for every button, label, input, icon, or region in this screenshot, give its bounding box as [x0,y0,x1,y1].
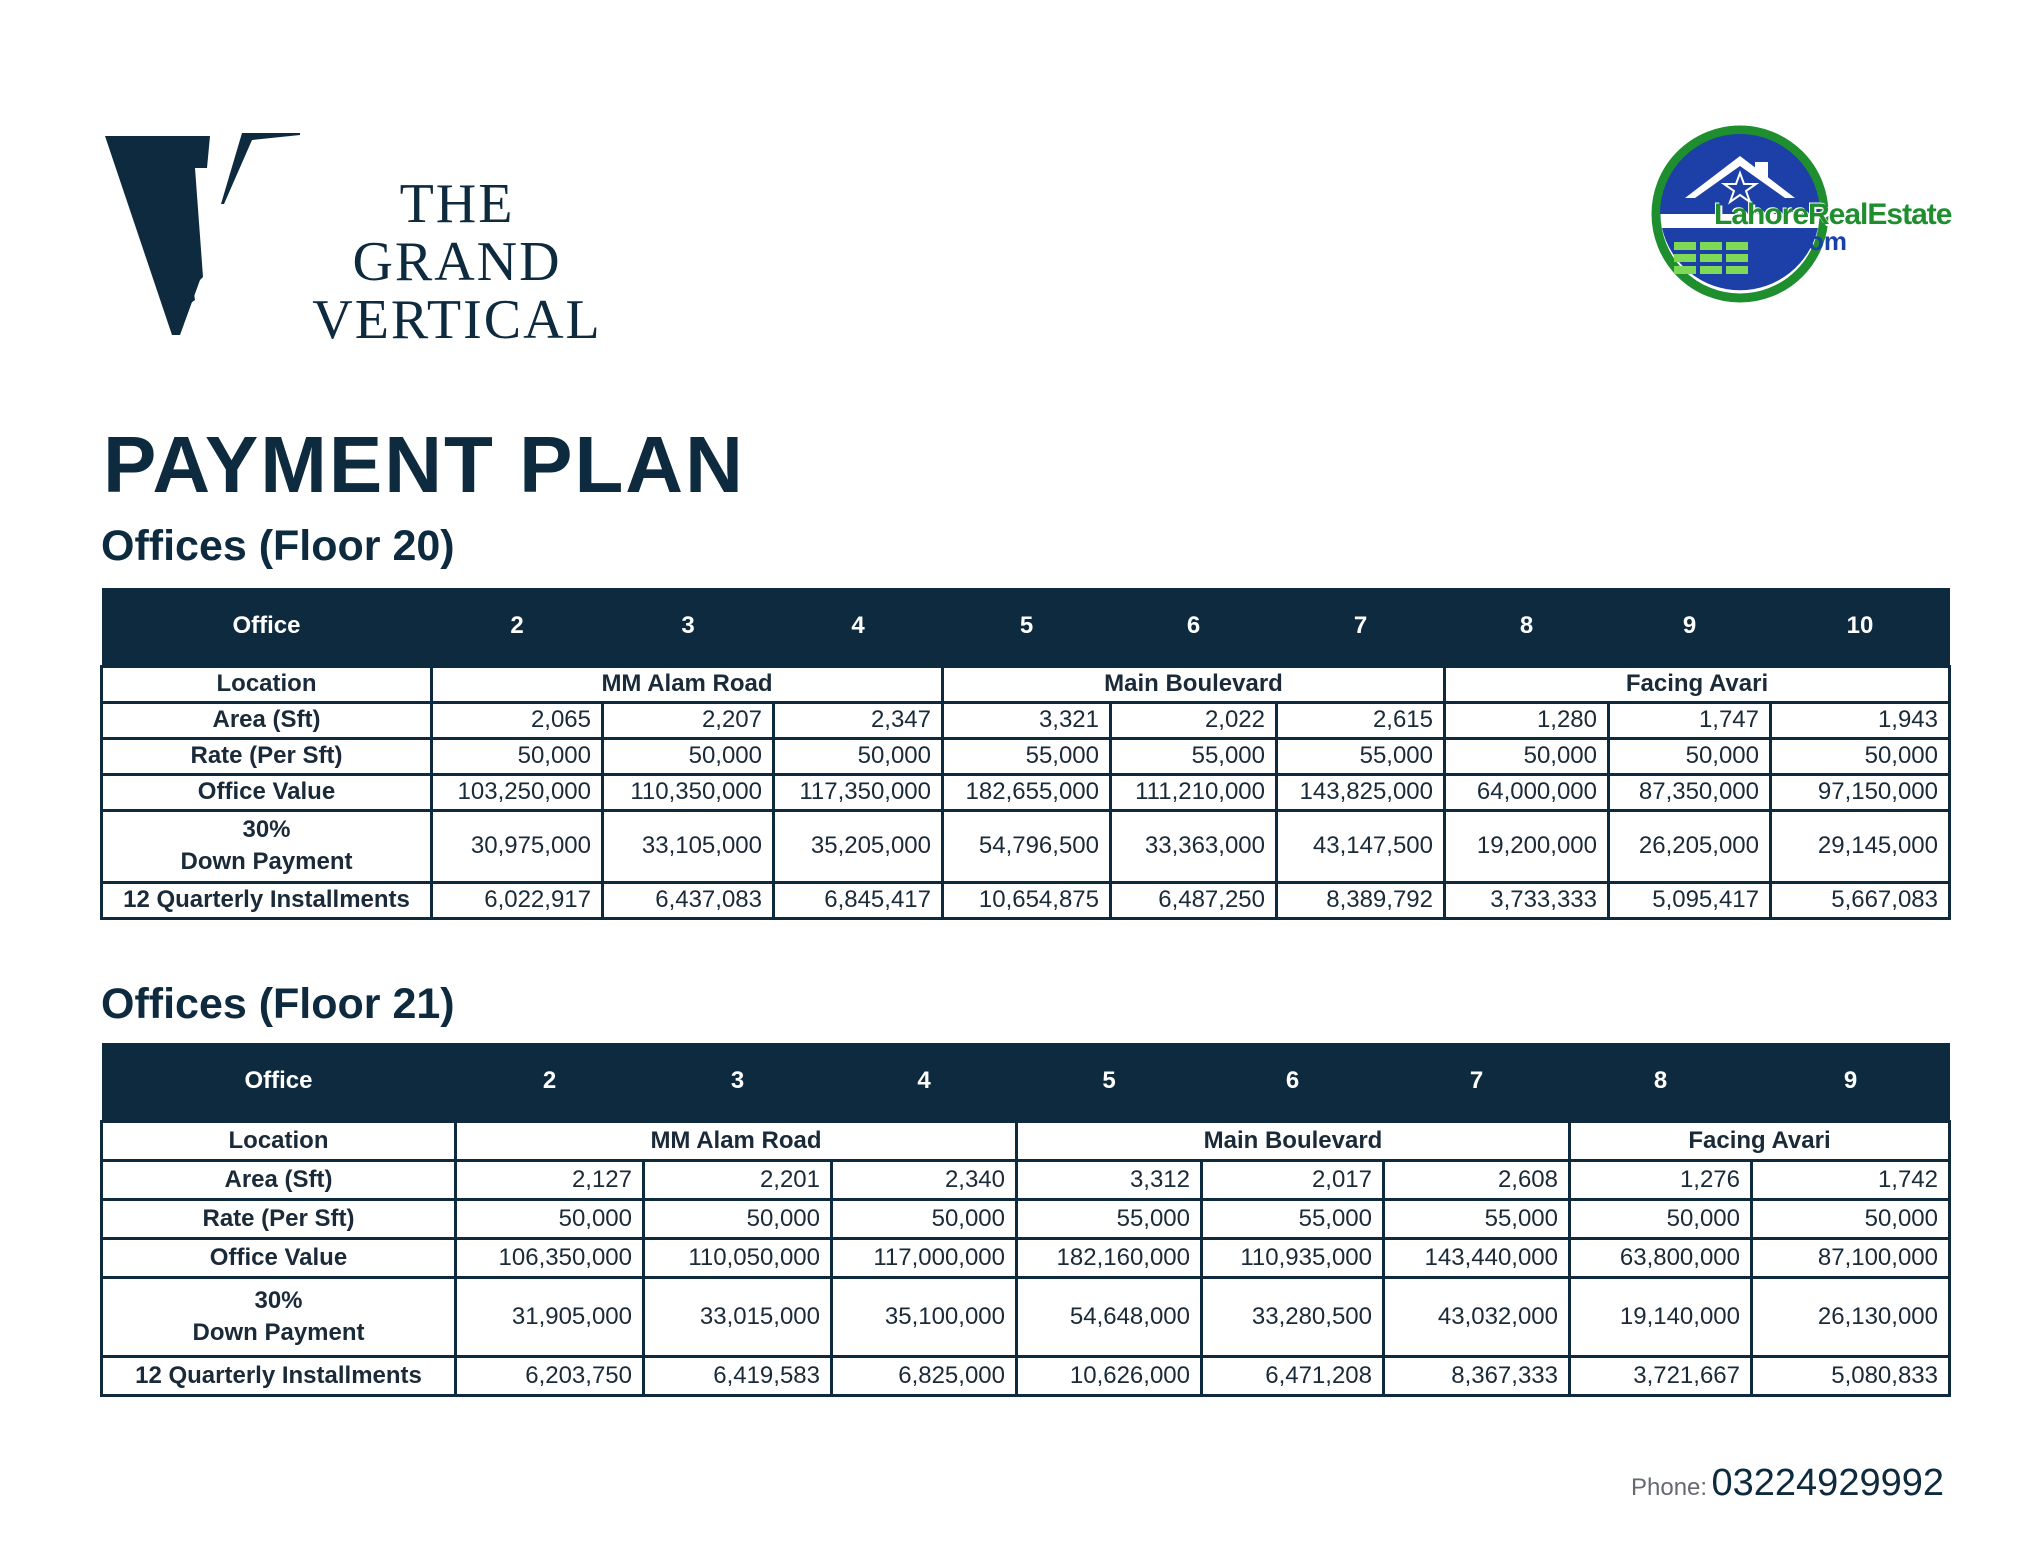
down-payment-cell: 54,796,500 [943,810,1111,882]
rate-cell: 50,000 [1609,738,1771,774]
area-cell: 2,017 [1202,1160,1384,1199]
area-cell: 1,276 [1570,1160,1752,1199]
floor-20-header-row [102,588,1950,666]
office-number: 5 [1017,1043,1202,1121]
value-cell: 63,800,000 [1570,1238,1752,1277]
rate-cell: 50,000 [603,738,774,774]
office-number: 9 [1752,1043,1950,1121]
down-payment-cell: 43,147,500 [1277,810,1445,882]
row-label: Area (Sft) [102,702,432,738]
area-row [102,1160,1950,1199]
value-cell: 87,100,000 [1752,1238,1950,1277]
value-cell: 110,050,000 [644,1238,832,1277]
down-payment-cell: 33,015,000 [644,1277,832,1356]
lahore-real-estate-logo [1640,118,1952,308]
rate-cell: 50,000 [456,1199,644,1238]
area-cell: 2,340 [832,1160,1017,1199]
installment-cell: 6,203,750 [456,1356,644,1395]
down-payment-cell: 26,130,000 [1752,1277,1950,1356]
installments-row [102,882,1950,918]
office-number: 7 [1384,1043,1570,1121]
row-label: Office Value [102,774,432,810]
office-number: 3 [644,1043,832,1121]
row-label: Location [102,666,432,702]
rate-cell: 50,000 [1445,738,1609,774]
installment-cell: 10,626,000 [1017,1356,1202,1395]
office-value-row [102,1238,1950,1277]
down-payment-percent: 30% [254,1286,303,1314]
office-number: 2 [456,1043,644,1121]
down-payment-cell: 43,032,000 [1384,1277,1570,1356]
value-cell: 110,935,000 [1202,1238,1384,1277]
area-cell: 1,943 [1771,702,1950,738]
area-row [102,702,1950,738]
rate-row [102,738,1950,774]
row-label: 12 Quarterly Installments [102,1356,456,1395]
area-cell: 2,207 [603,702,774,738]
down-payment-cell: 30,975,000 [432,810,603,882]
installment-cell: 6,022,917 [432,882,603,918]
rate-row [102,1199,1950,1238]
value-cell: 182,655,000 [943,774,1111,810]
location-cell: Facing Avari [1445,666,1950,702]
down-payment-cell: 19,140,000 [1570,1277,1752,1356]
area-cell: 3,321 [943,702,1111,738]
installment-cell: 8,389,792 [1277,882,1445,918]
area-cell: 1,747 [1609,702,1771,738]
office-number: 8 [1445,588,1609,666]
office-number: 6 [1202,1043,1384,1121]
value-cell: 110,350,000 [603,774,774,810]
value-cell: 143,440,000 [1384,1238,1570,1277]
value-cell: 87,350,000 [1609,774,1771,810]
down-payment-cell: 54,648,000 [1017,1277,1202,1356]
office-number: 6 [1111,588,1277,666]
installment-cell: 6,419,583 [644,1356,832,1395]
row-label: Rate (Per Sft) [102,1199,456,1238]
area-cell: 2,608 [1384,1160,1570,1199]
brand-line-2: VERTICAL [312,289,602,351]
floor-21-payment-table [100,1043,1951,1397]
area-cell: 2,615 [1277,702,1445,738]
office-number: 10 [1771,588,1950,666]
row-label: Rate (Per Sft) [102,738,432,774]
installment-cell: 5,667,083 [1771,882,1950,918]
office-header: Office [102,588,432,666]
location-cell: Main Boulevard [943,666,1445,702]
down-payment-row [102,810,1950,882]
floor-21-title: Offices (Floor 21) [101,980,455,1028]
installment-cell: 6,437,083 [603,882,774,918]
installment-cell: 5,080,833 [1752,1356,1950,1395]
area-cell: 2,347 [774,702,943,738]
rate-cell: 50,000 [832,1199,1017,1238]
installment-cell: 10,654,875 [943,882,1111,918]
floor-21-header-row [102,1043,1950,1121]
brand-line-1: THE GRAND [352,173,562,293]
installment-cell: 6,487,250 [1111,882,1277,918]
partner-logo-name: LahoreRealEstate [1714,198,1952,231]
installment-cell: 3,733,333 [1445,882,1609,918]
down-payment-cell: 33,363,000 [1111,810,1277,882]
area-cell: 2,201 [644,1160,832,1199]
installment-cell: 3,721,667 [1570,1356,1752,1395]
down-payment-cell: 26,205,000 [1609,810,1771,882]
rate-cell: 55,000 [1111,738,1277,774]
office-header: Office [102,1043,456,1121]
office-number: 4 [774,588,943,666]
rate-cell: 50,000 [774,738,943,774]
area-cell: 3,312 [1017,1160,1202,1199]
area-cell: 1,742 [1752,1160,1950,1199]
floor-20-payment-table [100,588,1951,920]
v-monogram-icon [100,130,300,345]
location-cell: MM Alam Road [456,1121,1017,1160]
rate-cell: 55,000 [1202,1199,1384,1238]
office-number: 2 [432,588,603,666]
down-payment-cell: 29,145,000 [1771,810,1950,882]
value-cell: 117,350,000 [774,774,943,810]
phone-number[interactable]: 03224929992 [1711,1462,1944,1504]
down-payment-cell: 35,100,000 [832,1277,1017,1356]
rate-cell: 55,000 [1277,738,1445,774]
rate-cell: 55,000 [1384,1199,1570,1238]
down-payment-label: Down Payment [192,1318,365,1346]
rate-cell: 50,000 [1752,1199,1950,1238]
value-cell: 117,000,000 [832,1238,1017,1277]
office-value-row [102,774,1950,810]
value-cell: 143,825,000 [1277,774,1445,810]
location-cell: MM Alam Road [432,666,943,702]
rate-cell: 50,000 [644,1199,832,1238]
installment-cell: 6,845,417 [774,882,943,918]
down-payment-cell: 19,200,000 [1445,810,1609,882]
down-payment-cell: 35,205,000 [774,810,943,882]
installment-cell: 6,471,208 [1202,1356,1384,1395]
installments-row [102,1356,1950,1395]
down-payment-cell: 31,905,000 [456,1277,644,1356]
grand-vertical-logo [100,130,620,351]
floor-20-title: Offices (Floor 20) [101,522,455,570]
down-payment-row [102,1277,1950,1356]
office-number: 3 [603,588,774,666]
location-row [102,1121,1950,1160]
rate-cell: 50,000 [1771,738,1950,774]
office-number: 9 [1609,588,1771,666]
office-number: 7 [1277,588,1445,666]
row-label: Location [102,1121,456,1160]
rate-cell: 55,000 [1017,1199,1202,1238]
value-cell: 111,210,000 [1111,774,1277,810]
location-cell: Facing Avari [1570,1121,1950,1160]
area-cell: 2,127 [456,1160,644,1199]
contact-phone [1631,1462,1944,1505]
row-label: 12 Quarterly Installments [102,882,432,918]
row-label [102,810,432,882]
location-cell: Main Boulevard [1017,1121,1570,1160]
row-label [102,1277,456,1356]
row-label: Area (Sft) [102,1160,456,1199]
value-cell: 182,160,000 [1017,1238,1202,1277]
area-cell: 1,280 [1445,702,1609,738]
down-payment-cell: 33,105,000 [603,810,774,882]
rate-cell: 55,000 [943,738,1111,774]
phone-label: Phone: [1630,1474,1708,1501]
down-payment-cell: 33,280,500 [1202,1277,1384,1356]
value-cell: 97,150,000 [1771,774,1950,810]
rate-cell: 50,000 [1570,1199,1752,1238]
area-cell: 2,022 [1111,702,1277,738]
installment-cell: 6,825,000 [832,1356,1017,1395]
row-label: Office Value [102,1238,456,1277]
office-number: 8 [1570,1043,1752,1121]
office-number: 4 [832,1043,1017,1121]
partner-logo-suffix: .Com [1782,226,1847,256]
down-payment-label: Down Payment [180,848,353,875]
value-cell: 103,250,000 [432,774,603,810]
page-title: PAYMENT PLAN [103,420,745,509]
office-number: 5 [943,588,1111,666]
location-row [102,666,1950,702]
installment-cell: 8,367,333 [1384,1356,1570,1395]
area-cell: 2,065 [432,702,603,738]
value-cell: 106,350,000 [456,1238,644,1277]
installment-cell: 5,095,417 [1609,882,1771,918]
down-payment-percent: 30% [242,816,291,843]
brand-wordmark [294,175,620,349]
value-cell: 64,000,000 [1445,774,1609,810]
rate-cell: 50,000 [432,738,603,774]
